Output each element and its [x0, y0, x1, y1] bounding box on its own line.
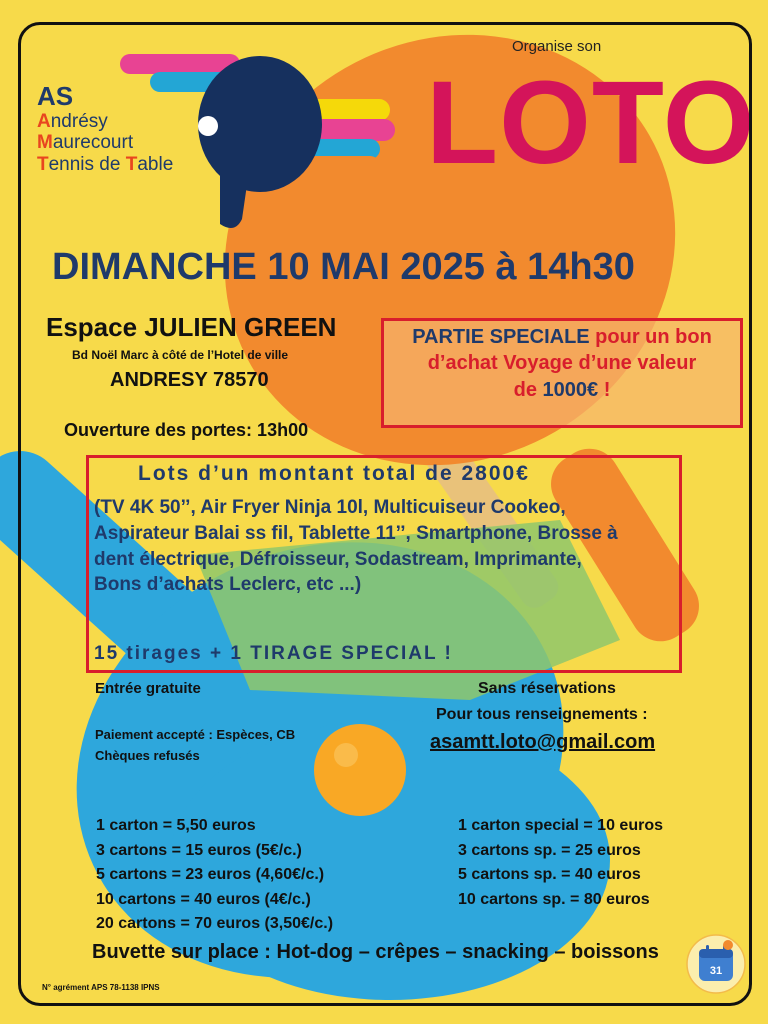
price-item: 10 cartons = 40 euros (4€/c.) — [96, 890, 311, 908]
special-title: PARTIE SPECIALE — [412, 326, 590, 348]
venue-city: ANDRESY 78570 — [110, 369, 269, 391]
calendar-day: 31 — [709, 965, 723, 977]
price-item: 1 carton special = 10 euros — [458, 817, 663, 834]
price-item: 3 cartons = 15 euros (5€/c.) — [96, 841, 302, 859]
loto-title: LOTO — [426, 57, 756, 189]
buvette-text: Buvette sur place : Hot-dog – crêpes – snacking – boissons — [92, 941, 659, 963]
lots-line: dent électrique, Défroisseur, Sodastream, Imprimante, — [94, 548, 582, 570]
agrement-number: N° agrément APS 78-1138 IPNS — [42, 983, 160, 992]
payment-info: Paiement accepté : Espèces, CB — [95, 727, 296, 742]
lots-list — [94, 495, 618, 598]
club-as: AS — [37, 81, 74, 111]
price-item: 3 cartons sp. = 25 euros — [458, 841, 641, 859]
organise-text: Organise son — [512, 38, 602, 55]
price-list-special — [458, 814, 663, 912]
tirages-text: 15 tirages + 1 TIRAGE SPECIAL ! — [94, 643, 453, 664]
cheques-info: Chèques refusés — [95, 748, 200, 763]
lots-heading: Lots d’un montant total de 2800€ — [138, 462, 530, 485]
club-line-tennis: Tennis de Table — [37, 153, 174, 175]
lots-line: Aspirateur Balai ss fil, Tablette 11’’, Smartphone, Brosse à — [94, 522, 618, 544]
price-item: 20 cartons = 70 euros (3,50€/c.) — [96, 915, 334, 932]
lots-line: (TV 4K 50’’, Air Fryer Ninja 10l, Multicuiseur Cookeo, — [94, 497, 566, 518]
club-line-maurecourt: Maurecourt — [37, 132, 134, 154]
price-item: 5 cartons = 23 euros (4,60€/c.) — [96, 866, 325, 883]
special-game-box: PARTIE SPECIALE pour un bon d’achat Voyage d’une valeur de 1000€ ! — [381, 318, 743, 428]
lots-line: Bons d’achats Leclerc, etc ...) — [94, 574, 362, 596]
event-date: DIMANCHE 10 MAI 2025 à 14h30 — [52, 246, 635, 288]
calendar-icon[interactable] — [685, 933, 747, 995]
contact-label: Pour tous renseignements : — [436, 706, 648, 723]
venue-name: Espace JULIEN GREEN — [46, 312, 337, 342]
price-list-standard — [96, 814, 333, 937]
venue-address: Bd Noël Marc à côté de l’Hotel de ville — [72, 348, 289, 362]
club-name — [37, 82, 173, 175]
price-item: 1 carton = 5,50 euros — [96, 817, 256, 834]
free-entry: Entrée gratuite — [95, 680, 201, 697]
no-reservation: Sans réservations — [478, 680, 616, 697]
club-line-andresy: Andrésy — [37, 111, 108, 133]
price-item: 10 cartons sp. = 80 euros — [458, 890, 650, 908]
contact-email-link[interactable]: asamtt.loto@gmail.com — [430, 731, 656, 753]
ping-pong-ball — [314, 724, 406, 816]
special-value: 1000€ — [542, 378, 599, 401]
price-item: 5 cartons sp. = 40 euros — [458, 866, 641, 883]
doors-opening: Ouverture des portes: 13h00 — [64, 420, 309, 440]
